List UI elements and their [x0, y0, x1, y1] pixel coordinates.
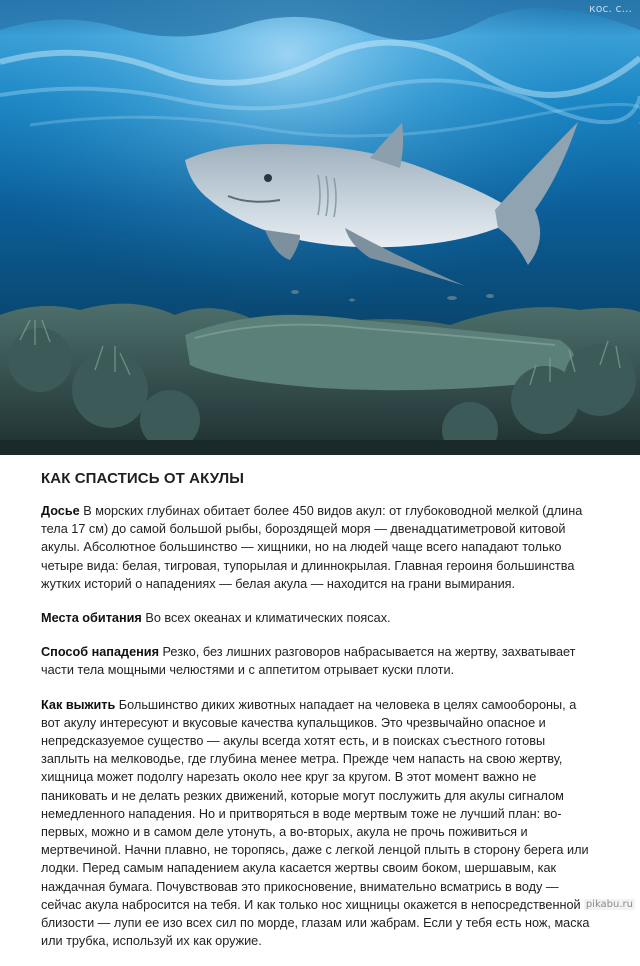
section-habitat [41, 609, 596, 627]
photo-corner-watermark: кос. с... [589, 2, 632, 15]
shark-underwater-photo [0, 0, 640, 455]
article-title: КАК СПАСТИСЬ ОТ АКУЛЫ [41, 470, 244, 487]
site-watermark: pikabu.ru [585, 899, 633, 910]
shark-illustration [0, 0, 640, 455]
article [41, 470, 596, 966]
section-survival [41, 696, 596, 951]
section-text: Большинство диких животных нападает на человека в целях самообороны, а вот акулу интересуют и вкусовые качества купальщиков. Это чрезвычайно опасное и непредсказуемое существо — акулы всегда хотят есть, и в поисках съестного готовы заплыть на мелководье, где глубина менее метра. Прежде чем напасть на свою жертву, хищница может подолгу нарезать около нее круг за кругом. В этот момент важно не паниковать и не делать резких движений, которые могут послужить для акулы сигналом немедленного нападения. Но и притворяться в воде мертвым тоже не лучший план: во-первых, можно и в самом деле утонуть, а во-вторых, акула не прочь поживиться и мертвечиной. Начни плавно, не торопясь, даже с легкой ленцой плыть в сторону берега или лодки. Перед самым нападением акула касается жертвы своим боком, шершавым, как наждачная бумага. Почувствовав это прикосновение, внимательно всматрись в воду — сейчас акула набросится на тебя. И как только нос хищницы окажется в непосредственной близости — лупи ее изо всех сил по морде, глазам или жабрам. Если у тебя есть нож, маска или трубка, используй их как оружие. [41, 697, 590, 949]
section-heading: Способ нападения [41, 645, 159, 660]
section-text: Во всех океанах и климатических поясах. [141, 611, 391, 626]
section-heading: Досье [41, 504, 80, 518]
section-heading: Как выжить [41, 697, 116, 712]
section-dossier [41, 502, 596, 593]
section-attack-method [41, 643, 596, 679]
section-heading: Места обитания [41, 611, 142, 626]
section-text: В морских глубинах обитает более 450 видов акул: от глубоководной мелкой (длина тела 17 см) до самой большой рыбы, бороздящей моря — двенадцатиметровой китовой акулы. Абсолютное большинство — хищники, но на людей чаще всего нападают только четыре вида: белая, тигровая, тупорылая и длиннокрылая. Главная героиня большинства жутких историй о нападениях — белая акула — находится на грани вымирания. [41, 504, 583, 591]
section-text: Резко, без лишних разговоров набрасывается на жертву, захватывает части тела мощными челюстями и с аппетитом отрывает куски плоти. [41, 645, 576, 678]
